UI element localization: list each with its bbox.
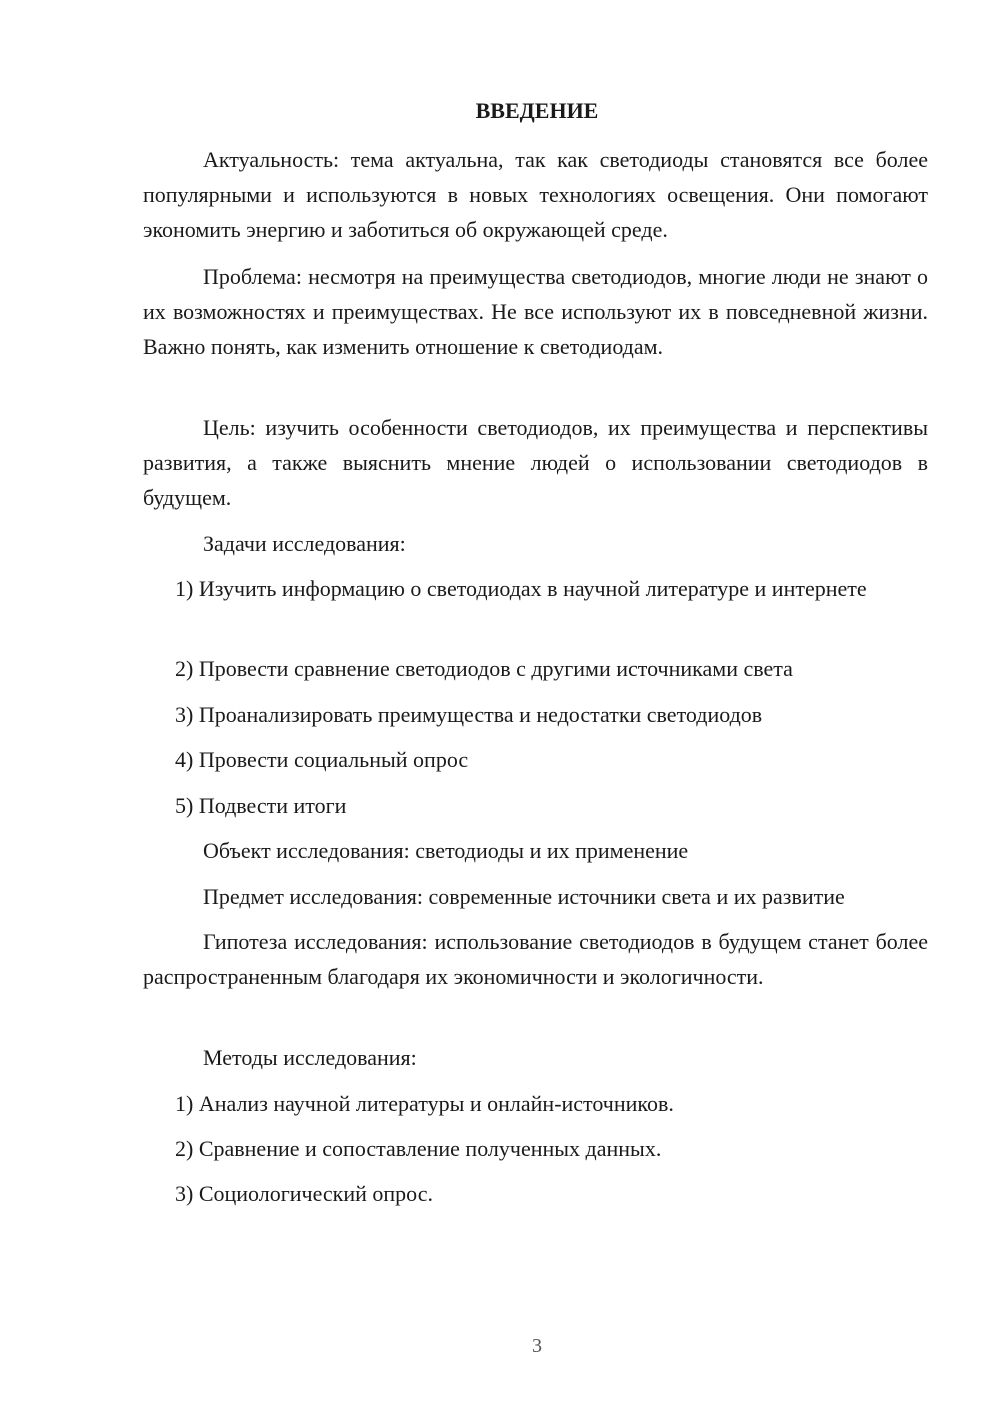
method-item: 2) Сравнение и сопоставление полученных данных.	[175, 1136, 662, 1161]
goal-paragraph: Цель: изучить особенности светодиодов, их преимущества и перспективы развития, а также выяснить мнение людей о использовании светодиодов в будущем.	[143, 415, 928, 510]
task-item: 4) Провести социальный опрос	[175, 747, 469, 772]
task-item: 3) Проанализировать преимущества и недостатки светодиодов	[175, 702, 763, 727]
tasks-heading: Задачи исследования:	[203, 531, 406, 556]
methods-heading: Методы исследования:	[203, 1045, 417, 1070]
page-title: ВВЕДЕНИЕ	[475, 98, 599, 123]
method-item: 1) Анализ научной литературы и онлайн-источников.	[175, 1091, 674, 1116]
object-line: Объект исследования: светодиоды и их применение	[203, 838, 689, 863]
task-item: 1) Изучить информацию о светодиодах в научной литературе и интернете	[175, 576, 867, 601]
hypothesis-paragraph: Гипотеза исследования: использование светодиодов в будущем станет более распространенным благодаря их экономичности и экологичности.	[143, 929, 928, 989]
page-number: 3	[532, 1335, 542, 1357]
task-item: 2) Провести сравнение светодиодов с другими источниками света	[175, 656, 793, 681]
subject-line: Предмет исследования: современные источники света и их развитие	[203, 884, 845, 909]
method-item: 3) Социологический опрос.	[175, 1181, 433, 1206]
problem-paragraph: Проблема: несмотря на преимущества светодиодов, многие люди не знают о их возможностях и преимуществах. Не все используют их в повседневной жизни. Важно понять, как изменить отношение к светодиодам.	[143, 264, 928, 359]
task-item: 5) Подвести итоги	[175, 793, 347, 818]
relevance-paragraph: Актуальность: тема актуальна, так как светодиоды становятся все более популярными и используются в новых технологиях освещения. Они помогают экономить энергию и заботиться об окружающей среде.	[143, 147, 928, 242]
